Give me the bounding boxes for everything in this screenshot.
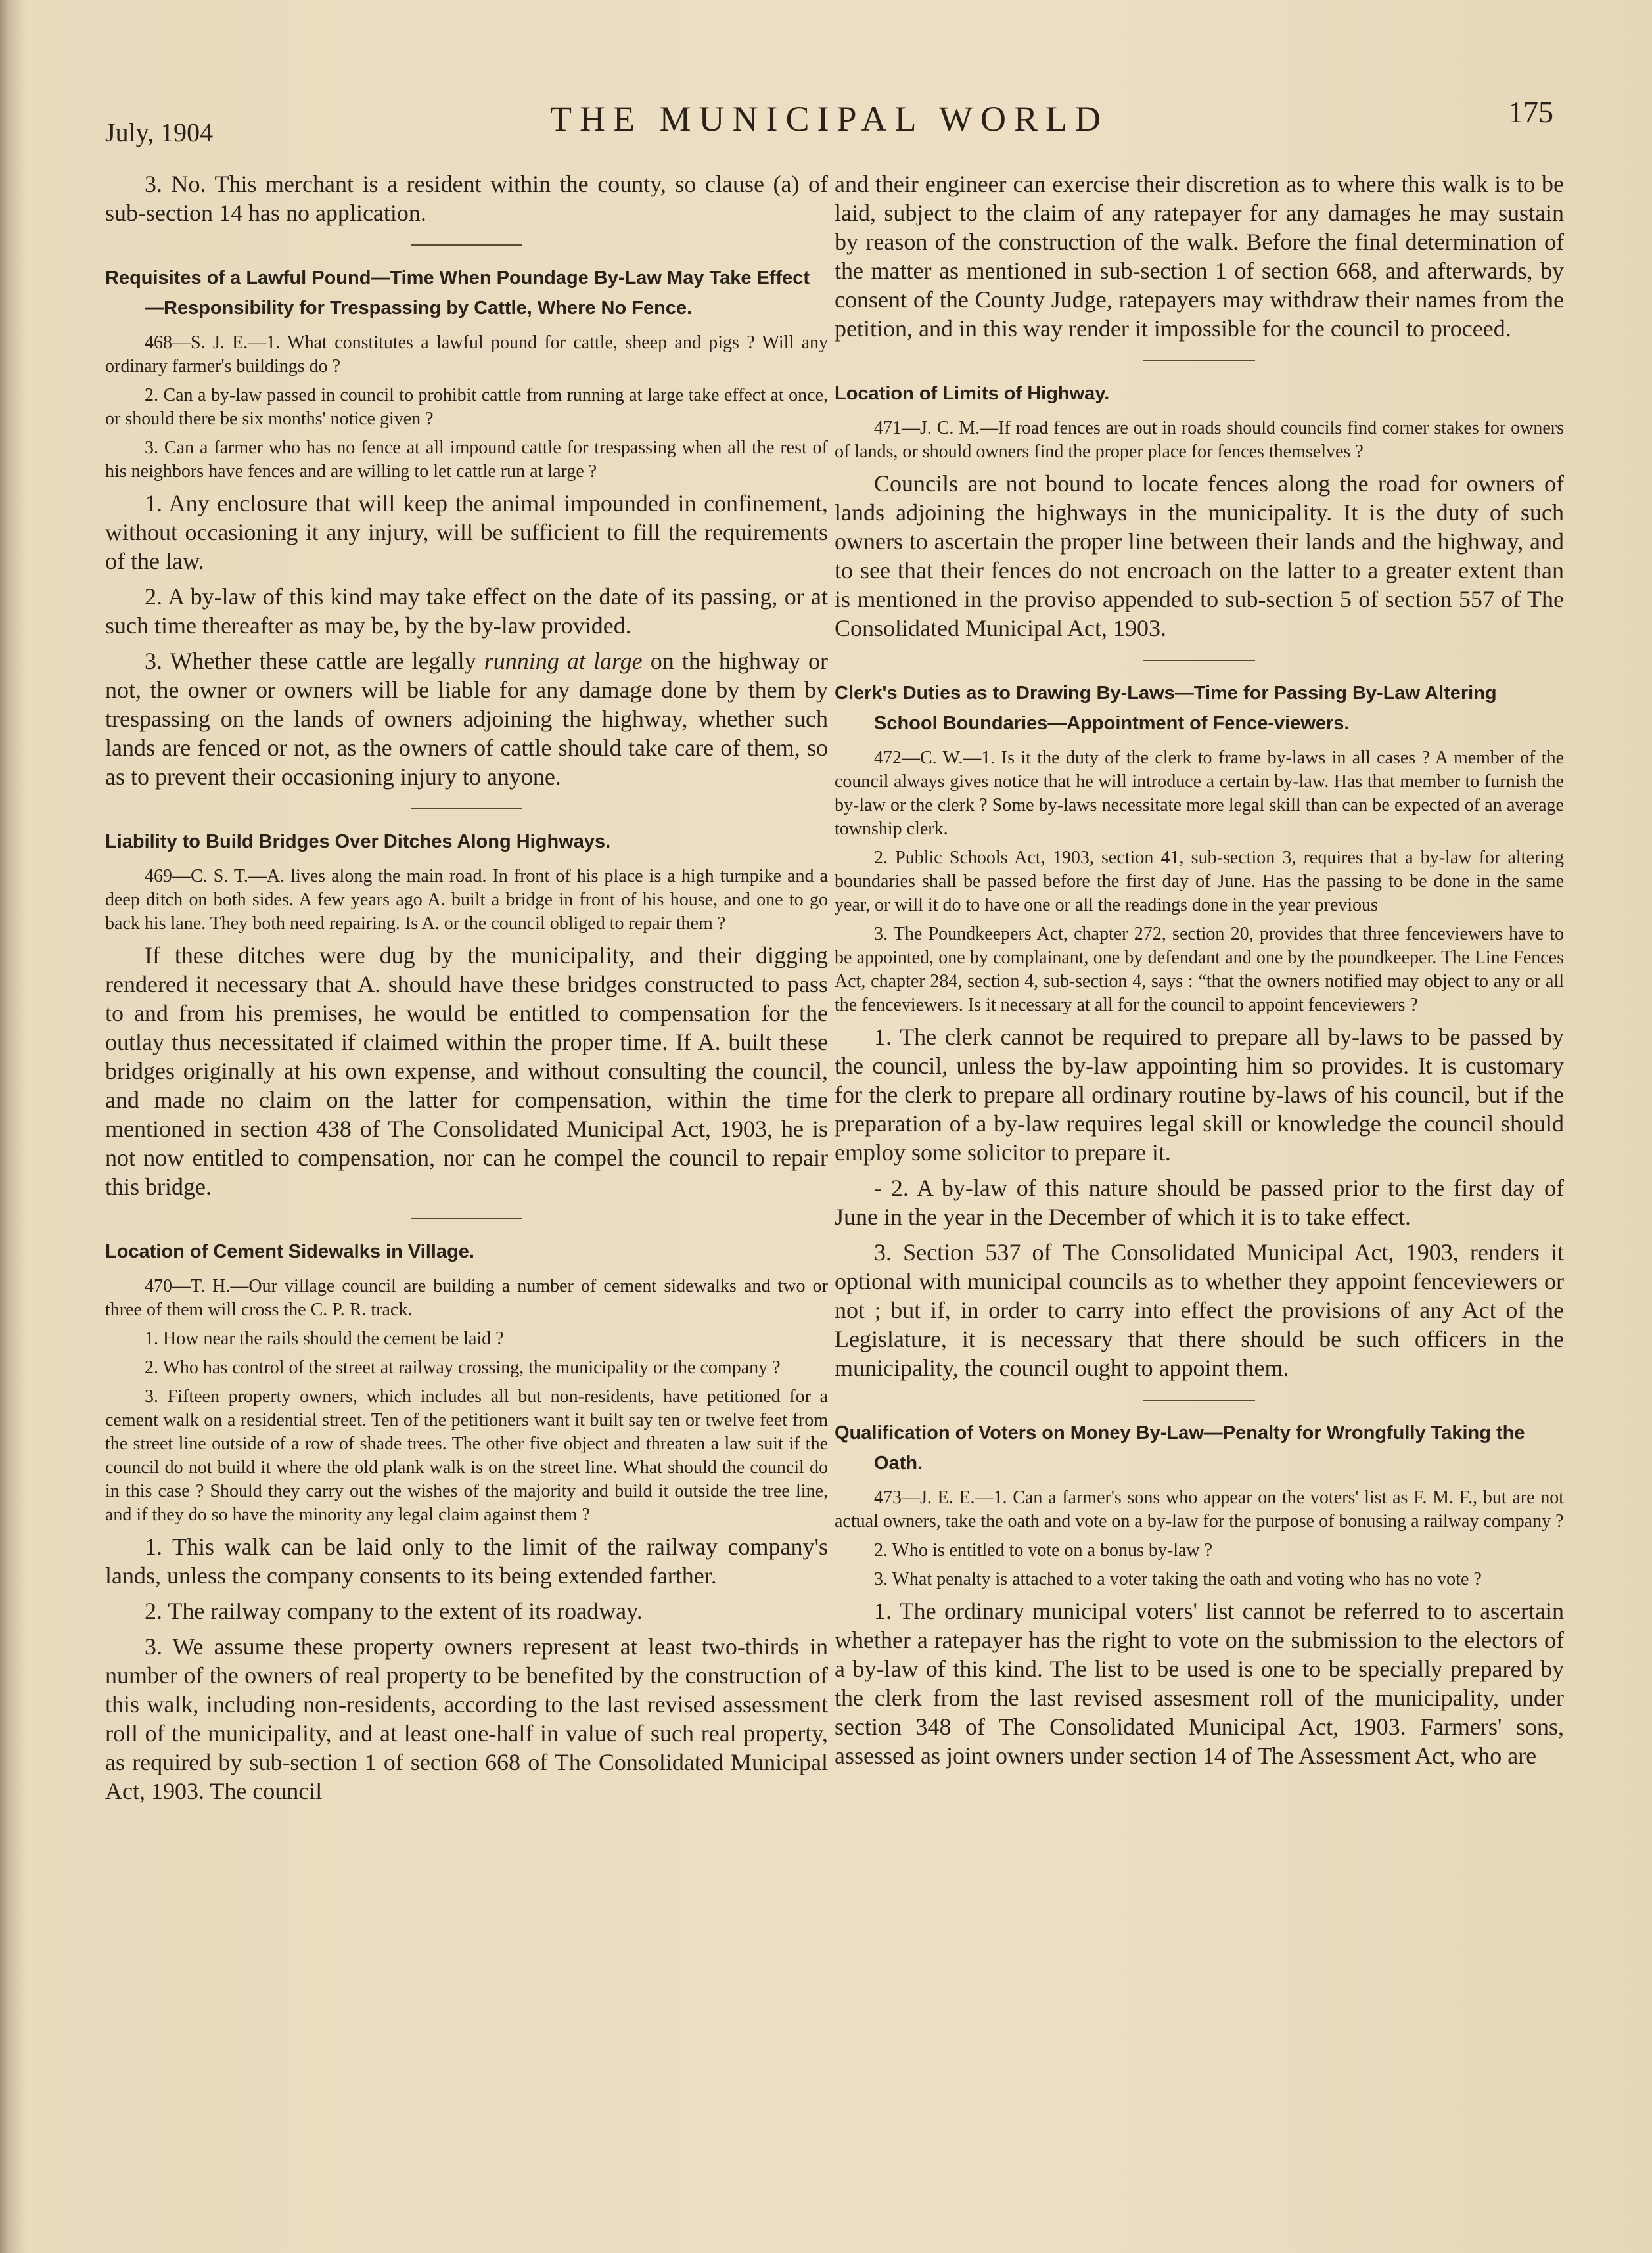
question-paragraph: 3. What penalty is attached to a voter taking the oath and voting who has no vote ?: [874, 1569, 1482, 1589]
question-paragraph: 3. Fifteen property owners, which includes all but non-residents, have petitioned for a cement walk on a residential street. Ten of the petitioners want it built say ten or twelve feet from the street line outside of a row of shade trees. The other five object and threaten a law suit if the council do not build it where the old plank walk is on the street line. What should the council do in this case ? Should they carry out the wishes of the majority and build it outside the tree line, and if they do so have the minority any legal claim against them ?: [105, 1386, 828, 1525]
answer-text: on the highway or not, the owner or owners will be liable for any damage done by them by trespassing on the lands of owners adjoining the highway, whether such lands are fenced or not, as the owners of cattle should take care of them, so as to prevent their occasioning injury to anyone.: [105, 648, 828, 790]
answer-text: 3. Whether these cattle are legally: [145, 648, 484, 674]
answer-paragraph: If these ditches were dug by the municipality, and their digging rendered it necessary that A. should have these bridges constructed to pass to and from his premises, he would be entitled to compensation for the outlay thus necessitated if claimed within the proper time. If A. built these bridges originally at his own expense, and without consulting the council, and made no claim on the latter for compensation, within the time mentioned in section 438 of The Consolidated Municipal Act, 1903, he is not now entitled to compensation, nor can he compel the council to repair this bridge.: [105, 942, 828, 1200]
answer-paragraph: - 2. A by-law of this nature should be passed prior to the first day of June in the year in the December of which it is to take effect.: [835, 1175, 1564, 1230]
section-heading-470: Location of Cement Sidewalks in Village.: [105, 1241, 474, 1262]
answer-paragraph: 2. A by-law of this kind may take effect on the date of its passing, or at such time thereafter as may be, by the by-law provided.: [105, 583, 828, 639]
answer-paragraph: 1. Any enclosure that will keep the animal impounded in confinement, without occasioning it any injury, will be sufficient to fill the requirements of the law.: [105, 490, 828, 574]
answer-paragraph: and their engineer can exercise their discretion as to where this walk is to be laid, subject to the claim of any ratepayer for any damages he may sustain by reason of the construction of the walk. Before the final determination of the matter as mentioned in sub-section 1 of section 668, and afterwards, by consent of the County Judge, ratepayers may withdraw their names from the petition, and in this way render it impossible for the council to proceed.: [835, 171, 1564, 342]
section-divider: [1143, 360, 1255, 361]
left-column: [105, 170, 828, 1812]
question-paragraph: 2. Who is entitled to vote on a bonus by-law ?: [874, 1540, 1213, 1560]
question-paragraph: 472—C. W.—1. Is it the duty of the clerk to frame by-laws in all cases ? A member of the council always gives notice that he will introduce a certain by-law. Has that member to furnish the by-law or the clerk ? Some by-laws necessitate more legal skill than can be expected of an average township clerk.: [835, 748, 1564, 839]
section-divider: [1143, 1400, 1255, 1401]
question-paragraph: 471—J. C. M.—If road fences are out in roads should councils find corner stakes for owners of lands, or should owners find the proper place for fences themselves ?: [835, 418, 1564, 462]
answer-paragraph: 1. The clerk cannot be required to prepare all by-laws to be passed by the council, unless the by-law appointing him so provides. It is customary for the clerk to prepare all ordinary routine by-laws of his council, but if the preparation of a by-law requires legal skill or knowledge the council should employ some solicitor to prepare it.: [835, 1024, 1564, 1166]
answer-paragraph: [105, 647, 828, 791]
answer-paragraph: 3. No. This merchant is a resident within the county, so clause (a) of sub-section 14 has no application.: [105, 171, 828, 226]
section-heading-472: Clerk's Duties as to Drawing By-Laws—Time for Passing By-Law Altering School Boundaries—Appointment of Fence-viewers.: [835, 683, 1497, 734]
right-column: [835, 170, 1564, 1777]
section-divider: [411, 808, 522, 809]
section-divider: [411, 244, 522, 246]
question-paragraph: 3. The Poundkeepers Act, chapter 272, section 20, provides that three fenceviewers have to be appointed, one by complainant, one by defendant and one by the poundkeeper. The Line Fences Act, chapter 284, section 4, sub-section 4, says : “that the owners notified may object to any or all the fenceviewers. Is it necessary at all for the council to appoint fenceviewers ?: [835, 924, 1564, 1015]
answer-paragraph: 1. The ordinary municipal voters' list cannot be referred to to ascertain whether a ratepayer has the right to vote on the submission to the electors of a by-law of this kind. The list to be used is one to be specially prepared by the clerk from the last revised assesment roll of the municipality, under section 348 of The Consolidated Municipal Act, 1903. Farmers' sons, assessed as joint owners under section 14 of The Assessment Act, who are: [835, 1598, 1564, 1769]
running-head: [105, 92, 1553, 151]
question-paragraph: 470—T. H.—Our village council are building a number of cement sidewalks and two or three of them will cross the C. P. R. track.: [105, 1276, 828, 1320]
question-paragraph: 2. Can a by-law passed in council to prohibit cattle from running at large take effect at once, or should there be six months' notice given ?: [105, 385, 828, 429]
section-heading-468: Requisites of a Lawful Pound—Time When Poundage By-Law May Take Effect—Responsibility for Trespassing by Cattle, Where No Fence.: [105, 267, 810, 319]
page-number: 175: [1508, 95, 1553, 129]
question-paragraph: 469—C. S. T.—A. lives along the main road. In front of his place is a high turnpike and a deep ditch on both sides. A few years ago A. built a bridge in front of his house, and one to go back his lane. They both need repairing. Is A. or the council obliged to repair them ?: [105, 866, 828, 934]
section-divider: [411, 1218, 522, 1219]
question-paragraph: 2. Public Schools Act, 1903, section 41, sub-section 3, requires that a by-law for altering boundaries shall be passed before the first day of June. Has the passing to be done in the same year, or will it do to have one or all the readings done in the year previous: [835, 848, 1564, 915]
section-heading-473: Qualification of Voters on Money By-Law—Penalty for Wrongfully Taking the Oath.: [835, 1422, 1525, 1474]
question-paragraph: 3. Can a farmer who has no fence at all impound cattle for trespassing when all the rest of his neighbors have fences and are willing to let cattle run at large ?: [105, 438, 828, 482]
question-paragraph: 1. How near the rails should the cement be laid ?: [145, 1329, 504, 1349]
issue-date: July, 1904: [105, 118, 214, 147]
answer-paragraph: 3. We assume these property owners represent at least two-thirds in number of the owners of real property to be benefited by the construction of this walk, including non-residents, according to the last revised assessment roll of the municipality, and at least one-half in value of such real property, as required by sub-section 1 of section 668 of The Consolidated Municipal Act, 1903. The council: [105, 1633, 828, 1804]
answer-paragraph: 3. Section 537 of The Consolidated Municipal Act, 1903, renders it optional with municipal councils as to whether they appoint fenceviewers or not ; but if, in order to carry into effect the provisions of any Act of the Legislature, it is necessary that there should be such officers in the municipality, the council ought to appoint them.: [835, 1239, 1564, 1381]
section-heading-471: Location of Limits of Highway.: [835, 383, 1110, 404]
publication-title: THE MUNICIPAL WORLD: [549, 99, 1109, 139]
answer-paragraph: Councils are not bound to locate fences along the road for owners of lands adjoining the highways in the municipality. It is the duty of such owners to ascertain the proper line between their lands and the highway, and to see that their fences do not encroach on the latter to a greater extent than is mentioned in the proviso appended to sub-section 5 of section 557 of The Consolidated Municipal Act, 1903.: [835, 470, 1564, 641]
answer-paragraph: 2. The railway company to the extent of its roadway.: [145, 1598, 643, 1624]
question-paragraph: 2. Who has control of the street at railway crossing, the municipality or the company ?: [145, 1357, 781, 1378]
section-heading-469: Liability to Build Bridges Over Ditches Along Highways.: [105, 831, 611, 852]
answer-paragraph: 1. This walk can be laid only to the limit of the railway company's lands, unless the company consents to its being extended farther.: [105, 1534, 828, 1589]
section-divider: [1143, 660, 1255, 661]
italic-phrase: running at large: [484, 648, 643, 674]
question-paragraph: 468—S. J. E.—1. What constitutes a lawful pound for cattle, sheep and pigs ? Will any ordinary farmer's buildings do ?: [105, 332, 828, 376]
question-paragraph: 473—J. E. E.—1. Can a farmer's sons who appear on the voters' list as F. M. F., but are not actual owners, take the oath and vote on a by-law for the purpose of bonusing a railway company ?: [835, 1488, 1564, 1532]
